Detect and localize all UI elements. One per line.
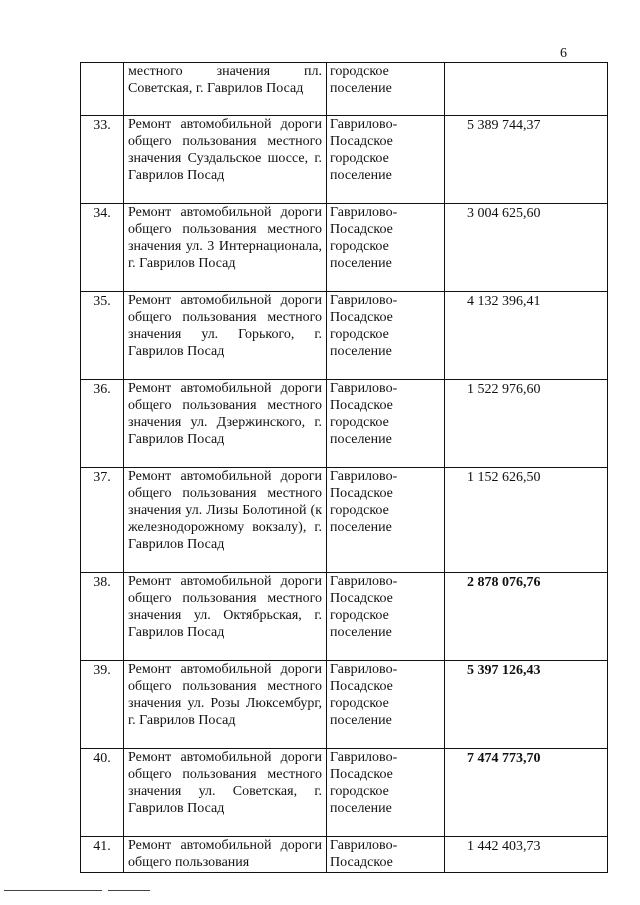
row-owner: Гаврилово-Посадское городское поселение [327,116,445,204]
table-row [81,116,608,204]
row-owner: Гаврилово-Посадское городское поселение [327,380,445,468]
row-number-cell [81,63,124,116]
row-number: 34. [81,204,124,292]
row-owner: Гаврилово-Посадское городское поселение [327,661,445,749]
row-description: Ремонт автомобильной дороги общего пользования местного значения ул. Дзержинского, г. Гаврилов Посад [124,380,327,468]
row-number: 41. [81,837,124,873]
row-description: Ремонт автомобильной дороги общего пользования местного значения Суздальское шоссе, г. Гаврилов Посад [124,116,327,204]
table-body [81,63,608,873]
row-description: Ремонт автомобильной дороги общего пользования местного значения ул. Октябрьская, г. Гаврилов Посад [124,573,327,661]
row-number: 33. [81,116,124,204]
row-owner: Гаврилово-Посадское городское поселение [327,468,445,573]
row-owner: Гаврилово-Посадское городское поселение [327,749,445,837]
table-row [81,292,608,380]
row-number: 38. [81,573,124,661]
row-number: 36. [81,380,124,468]
table-row [81,661,608,749]
row-owner: Гаврилово-Посадское городское поселение [327,204,445,292]
row-amount: 7 474 773,70 [445,749,608,837]
row-description: Ремонт автомобильной дороги общего пользования местного значения ул. Советская, г. Гаврилов Посад [124,749,327,837]
row-owner: Гаврилово-Посадское городское поселение [327,292,445,380]
row-owner: Гаврилово-Посадское городское поселение [327,573,445,661]
row-amount: 5 389 744,37 [445,116,608,204]
table-row [81,204,608,292]
footer-rule-short [108,890,150,891]
row-description: местного значения пл. Советская, г. Гаврилов Посад [124,63,327,116]
row-amount: 1 522 976,60 [445,380,608,468]
row-amount: 4 132 396,41 [445,292,608,380]
table-row [81,749,608,837]
row-number: 37. [81,468,124,573]
row-amount [445,63,608,116]
row-amount: 5 397 126,43 [445,661,608,749]
table-row [81,573,608,661]
row-number: 35. [81,292,124,380]
table [80,62,608,873]
row-number: 40. [81,749,124,837]
table-row [81,468,608,573]
row-amount: 3 004 625,60 [445,204,608,292]
road-repair-table [80,62,607,873]
row-amount: 1 152 626,50 [445,468,608,573]
row-number: 39. [81,661,124,749]
footer-rule [4,890,102,891]
row-owner: Гаврилово-Посадское [327,837,445,873]
row-owner: городское поселение [327,63,445,116]
row-amount: 1 442 403,73 [445,837,608,873]
table-row-continuation [81,63,608,116]
row-description: Ремонт автомобильной дороги общего пользования местного значения ул. Розы Люксембург, г. Гаврилов Посад [124,661,327,749]
page-number: 6 [560,46,567,61]
row-amount: 2 878 076,76 [445,573,608,661]
row-description: Ремонт автомобильной дороги общего пользования местного значения ул. Горького, г. Гаврилов Посад [124,292,327,380]
row-description: Ремонт автомобильной дороги общего пользования местного значения ул. Лизы Болотиной (к железнодорожному вокзалу), г. Гаврилов Посад [124,468,327,573]
table-row [81,380,608,468]
row-description: Ремонт автомобильной дороги общего пользования [124,837,327,873]
table-row [81,837,608,873]
row-description: Ремонт автомобильной дороги общего пользования местного значения ул. 3 Интернационала, г. Гаврилов Посад [124,204,327,292]
